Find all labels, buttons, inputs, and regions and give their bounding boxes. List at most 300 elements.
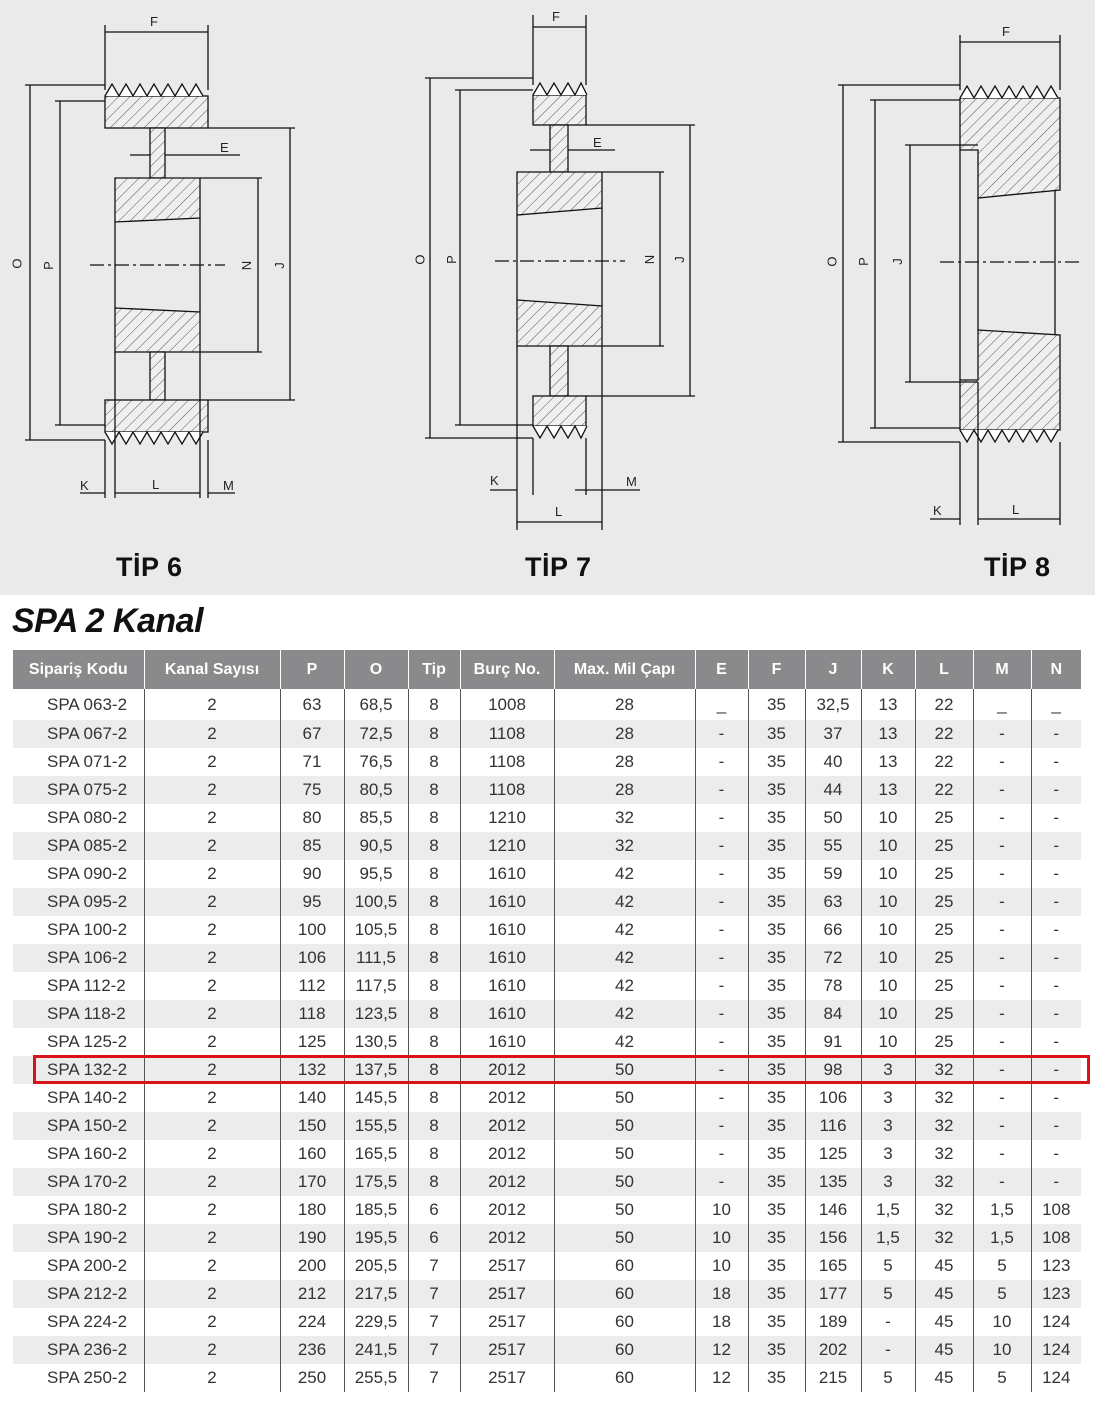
table-cell: 50 xyxy=(805,804,861,832)
table-cell: 3 xyxy=(861,1056,915,1084)
table-cell: - xyxy=(973,1028,1031,1056)
table-cell: - xyxy=(695,1028,748,1056)
table-cell: 10 xyxy=(861,832,915,860)
table-cell: - xyxy=(973,1140,1031,1168)
table-cell: 60 xyxy=(554,1308,695,1336)
table-cell: 45 xyxy=(915,1336,973,1364)
tip8-dim-k: K xyxy=(933,503,942,518)
table-cell: - xyxy=(1031,776,1081,804)
table-cell: 1,5 xyxy=(861,1224,915,1252)
table-cell: 2 xyxy=(144,916,280,944)
table-cell: SPA 132-2 xyxy=(13,1056,144,1084)
table-cell: 200 xyxy=(280,1252,344,1280)
table-cell: 1,5 xyxy=(973,1224,1031,1252)
table-cell: SPA 190-2 xyxy=(13,1224,144,1252)
table-cell: 3 xyxy=(861,1112,915,1140)
table-cell: 5 xyxy=(973,1252,1031,1280)
table-cell: 8 xyxy=(408,916,460,944)
table-cell: 18 xyxy=(695,1280,748,1308)
table-cell: SPA 180-2 xyxy=(13,1196,144,1224)
table-cell: SPA 100-2 xyxy=(13,916,144,944)
table-cell: 156 xyxy=(805,1224,861,1252)
table-cell: 22 xyxy=(915,776,973,804)
table-cell: 1008 xyxy=(460,689,554,720)
table-cell: - xyxy=(695,860,748,888)
tip8-dim-f: F xyxy=(1002,24,1010,39)
table-cell: - xyxy=(1031,1168,1081,1196)
table-cell: 7 xyxy=(408,1280,460,1308)
table-cell: 95 xyxy=(280,888,344,916)
table-cell: 35 xyxy=(748,944,805,972)
table-cell: 8 xyxy=(408,1168,460,1196)
table-cell: 2012 xyxy=(460,1196,554,1224)
table-cell: 22 xyxy=(915,748,973,776)
table-cell: 2 xyxy=(144,860,280,888)
table-cell: 1210 xyxy=(460,804,554,832)
table-cell: 10 xyxy=(861,916,915,944)
table-cell: 35 xyxy=(748,860,805,888)
table-cell: - xyxy=(1031,860,1081,888)
table-cell: 35 xyxy=(748,1336,805,1364)
table-cell: 8 xyxy=(408,1028,460,1056)
table-cell: SPA 071-2 xyxy=(13,748,144,776)
table-cell: SPA 140-2 xyxy=(13,1084,144,1112)
table-row xyxy=(13,972,1081,1000)
table-cell: 241,5 xyxy=(344,1336,408,1364)
table-row xyxy=(13,748,1081,776)
table-cell: 75 xyxy=(280,776,344,804)
table-cell: 2 xyxy=(144,1140,280,1168)
table-cell: 8 xyxy=(408,1084,460,1112)
table-cell: 8 xyxy=(408,1056,460,1084)
table-cell: 8 xyxy=(408,689,460,720)
table-cell: 32 xyxy=(915,1224,973,1252)
table-cell: 3 xyxy=(861,1140,915,1168)
table-cell: 2012 xyxy=(460,1140,554,1168)
table-cell: 165 xyxy=(805,1252,861,1280)
table-cell: 8 xyxy=(408,1000,460,1028)
table-cell: - xyxy=(973,1000,1031,1028)
table-cell: 202 xyxy=(805,1336,861,1364)
table-cell: - xyxy=(695,888,748,916)
table-cell: - xyxy=(695,1112,748,1140)
table-cell: 140 xyxy=(280,1084,344,1112)
table-cell: 2012 xyxy=(460,1168,554,1196)
table-cell: 2012 xyxy=(460,1056,554,1084)
table-cell: 180 xyxy=(280,1196,344,1224)
table-cell: 116 xyxy=(805,1112,861,1140)
table-cell: 150 xyxy=(280,1112,344,1140)
table-cell: - xyxy=(695,1056,748,1084)
table-cell: 8 xyxy=(408,1112,460,1140)
table-cell: 28 xyxy=(554,748,695,776)
table-cell: - xyxy=(1031,888,1081,916)
table-cell: 45 xyxy=(915,1308,973,1336)
tip6-dim-e: E xyxy=(220,140,229,155)
table-cell: 25 xyxy=(915,1028,973,1056)
table-cell: 1,5 xyxy=(861,1196,915,1224)
table-row xyxy=(13,944,1081,972)
table-cell: - xyxy=(1031,1112,1081,1140)
table-cell: 35 xyxy=(748,720,805,748)
table-cell: 76,5 xyxy=(344,748,408,776)
table-cell: - xyxy=(973,860,1031,888)
column-header: K xyxy=(861,650,915,689)
table-cell: SPA 080-2 xyxy=(13,804,144,832)
table-cell: 124 xyxy=(1031,1308,1081,1336)
table-cell: SPA 085-2 xyxy=(13,832,144,860)
table-cell: 10 xyxy=(861,1000,915,1028)
table-row xyxy=(13,1336,1081,1364)
table-cell: 25 xyxy=(915,804,973,832)
table-cell: 229,5 xyxy=(344,1308,408,1336)
table-cell: 13 xyxy=(861,748,915,776)
table-cell: 35 xyxy=(748,1056,805,1084)
table-cell: - xyxy=(973,720,1031,748)
table-cell: - xyxy=(973,776,1031,804)
tip7-dim-p: P xyxy=(443,255,459,264)
table-cell: - xyxy=(973,1084,1031,1112)
table-row xyxy=(13,888,1081,916)
table-header-row xyxy=(13,650,1081,689)
table-cell: 84 xyxy=(805,1000,861,1028)
table-cell: 2517 xyxy=(460,1280,554,1308)
table-cell: 111,5 xyxy=(344,944,408,972)
table-cell: 108 xyxy=(1031,1196,1081,1224)
table-cell: - xyxy=(695,1168,748,1196)
table-cell: 2 xyxy=(144,1224,280,1252)
table-cell: 8 xyxy=(408,720,460,748)
table-cell: 160 xyxy=(280,1140,344,1168)
table-cell: 135 xyxy=(805,1168,861,1196)
table-cell: 170 xyxy=(280,1168,344,1196)
table-cell: - xyxy=(695,1084,748,1112)
tip6-dim-f: F xyxy=(150,14,158,29)
table-cell: SPA 063-2 xyxy=(13,689,144,720)
table-cell: 5 xyxy=(861,1364,915,1392)
table-cell: 35 xyxy=(748,1028,805,1056)
table-cell: 35 xyxy=(748,1280,805,1308)
column-header: E xyxy=(695,650,748,689)
table-cell: - xyxy=(973,972,1031,1000)
table-cell: - xyxy=(1031,832,1081,860)
table-cell: 125 xyxy=(280,1028,344,1056)
table-cell: - xyxy=(1031,1000,1081,1028)
table-cell: 37 xyxy=(805,720,861,748)
table-cell: 8 xyxy=(408,832,460,860)
table-cell: 5 xyxy=(973,1280,1031,1308)
tip8-dim-j: J xyxy=(889,258,905,265)
table-cell: - xyxy=(1031,972,1081,1000)
table-cell: 42 xyxy=(554,1000,695,1028)
tip6-dim-l: L xyxy=(152,477,160,492)
table-cell: 2 xyxy=(144,1084,280,1112)
table-cell: 32 xyxy=(554,832,695,860)
table-row xyxy=(13,689,1081,720)
table-cell: 118 xyxy=(280,1000,344,1028)
table-cell: 2012 xyxy=(460,1084,554,1112)
tip7-dim-o: O xyxy=(412,254,428,265)
table-cell: 145,5 xyxy=(344,1084,408,1112)
table-cell: 25 xyxy=(915,888,973,916)
table-row xyxy=(13,804,1081,832)
table-cell: - xyxy=(1031,1140,1081,1168)
table-cell: 117,5 xyxy=(344,972,408,1000)
table-cell: 2012 xyxy=(460,1112,554,1140)
table-cell: 130,5 xyxy=(344,1028,408,1056)
table-cell: 2 xyxy=(144,1336,280,1364)
table-cell: 78 xyxy=(805,972,861,1000)
table-cell: 10 xyxy=(973,1308,1031,1336)
column-header: Sipariş Kodu xyxy=(13,650,144,689)
table-cell: 10 xyxy=(695,1224,748,1252)
table-cell: 50 xyxy=(554,1112,695,1140)
table-cell: 5 xyxy=(861,1252,915,1280)
table-cell: 1610 xyxy=(460,888,554,916)
spa-2-kanal-table xyxy=(13,650,1081,1392)
tip7-dim-l: L xyxy=(555,504,563,519)
table-cell: 1108 xyxy=(460,776,554,804)
table-cell: - xyxy=(695,832,748,860)
table-cell: 132 xyxy=(280,1056,344,1084)
table-cell: - xyxy=(973,1056,1031,1084)
table-row xyxy=(13,720,1081,748)
table-row xyxy=(13,1280,1081,1308)
table-cell: 45 xyxy=(915,1252,973,1280)
table-cell: - xyxy=(695,1140,748,1168)
table-cell: 60 xyxy=(554,1364,695,1392)
table-cell: 2 xyxy=(144,689,280,720)
table-cell: 2 xyxy=(144,1056,280,1084)
table-cell: 35 xyxy=(748,1364,805,1392)
table-cell: 63 xyxy=(805,888,861,916)
table-cell: SPA 095-2 xyxy=(13,888,144,916)
table-cell: 6 xyxy=(408,1224,460,1252)
table-cell: 63 xyxy=(280,689,344,720)
tip7-dim-n: N xyxy=(642,254,658,265)
table-cell: 35 xyxy=(748,1252,805,1280)
table-cell: 205,5 xyxy=(344,1252,408,1280)
table-cell: 8 xyxy=(408,888,460,916)
column-header: N xyxy=(1031,650,1081,689)
table-cell: 45 xyxy=(915,1364,973,1392)
table-cell: 217,5 xyxy=(344,1280,408,1308)
table-cell: 28 xyxy=(554,689,695,720)
table-row xyxy=(13,1224,1081,1252)
table-cell: 50 xyxy=(554,1224,695,1252)
table-cell: 106 xyxy=(805,1084,861,1112)
table-cell: 32 xyxy=(915,1084,973,1112)
table-cell: 3 xyxy=(861,1084,915,1112)
table-cell: 13 xyxy=(861,720,915,748)
table-cell: - xyxy=(973,804,1031,832)
table-cell: 1610 xyxy=(460,1028,554,1056)
table-cell: 195,5 xyxy=(344,1224,408,1252)
table-cell: - xyxy=(861,1308,915,1336)
table-cell: _ xyxy=(1031,689,1081,720)
table-cell: 7 xyxy=(408,1336,460,1364)
table-body xyxy=(13,689,1081,1392)
tip6-dim-m: M xyxy=(223,478,234,493)
column-header: M xyxy=(973,650,1031,689)
table-cell: 189 xyxy=(805,1308,861,1336)
table-cell: - xyxy=(695,916,748,944)
table-cell: 85 xyxy=(280,832,344,860)
table-cell: 42 xyxy=(554,916,695,944)
column-header: F xyxy=(748,650,805,689)
table-cell: SPA 106-2 xyxy=(13,944,144,972)
table-cell: 125 xyxy=(805,1140,861,1168)
table-cell: 146 xyxy=(805,1196,861,1224)
table-cell: 35 xyxy=(748,888,805,916)
table-cell: 13 xyxy=(861,776,915,804)
table-cell: 32 xyxy=(915,1112,973,1140)
table-cell: 13 xyxy=(861,689,915,720)
table-cell: - xyxy=(973,748,1031,776)
table-cell: 32 xyxy=(554,804,695,832)
table-cell: 35 xyxy=(748,916,805,944)
table-cell: 2 xyxy=(144,776,280,804)
table-cell: 90 xyxy=(280,860,344,888)
table-cell: SPA 224-2 xyxy=(13,1308,144,1336)
table-cell: 32 xyxy=(915,1168,973,1196)
table-cell: 72 xyxy=(805,944,861,972)
table-cell: - xyxy=(695,776,748,804)
table-cell: - xyxy=(1031,944,1081,972)
table-cell: 35 xyxy=(748,972,805,1000)
tip6-dim-p: P xyxy=(40,261,56,270)
table-cell: 25 xyxy=(915,972,973,1000)
table-cell: 100 xyxy=(280,916,344,944)
table-cell: - xyxy=(973,1112,1031,1140)
table-row xyxy=(13,1252,1081,1280)
table-cell: 10 xyxy=(861,1028,915,1056)
table-cell: 2 xyxy=(144,804,280,832)
table-cell: - xyxy=(695,972,748,1000)
tip6-dim-k: K xyxy=(80,478,89,493)
tip6-dim-n: N xyxy=(239,260,255,271)
column-header: Max. Mil Çapı xyxy=(554,650,695,689)
table-cell: 25 xyxy=(915,1000,973,1028)
table-cell: - xyxy=(695,720,748,748)
table-cell: - xyxy=(861,1336,915,1364)
table-cell: 215 xyxy=(805,1364,861,1392)
column-header: J xyxy=(805,650,861,689)
table-cell: 80,5 xyxy=(344,776,408,804)
table-cell: 50 xyxy=(554,1140,695,1168)
table-cell: - xyxy=(695,1000,748,1028)
tip7-dim-k: K xyxy=(490,473,499,488)
tip6-label: TİP 6 xyxy=(116,552,183,582)
table-cell: 32,5 xyxy=(805,689,861,720)
table-cell: - xyxy=(1031,1028,1081,1056)
table-cell: 3 xyxy=(861,1168,915,1196)
table-cell: 8 xyxy=(408,972,460,1000)
table-cell: 2 xyxy=(144,720,280,748)
table-cell: 60 xyxy=(554,1280,695,1308)
table-cell: 35 xyxy=(748,689,805,720)
tip8-label: TİP 8 xyxy=(984,552,1051,582)
table-cell: 190 xyxy=(280,1224,344,1252)
table-cell: 35 xyxy=(748,1112,805,1140)
table-cell: 2 xyxy=(144,1252,280,1280)
table-cell: 2012 xyxy=(460,1224,554,1252)
table-cell: 95,5 xyxy=(344,860,408,888)
table-cell: 25 xyxy=(915,832,973,860)
table-cell: SPA 067-2 xyxy=(13,720,144,748)
table-cell: 8 xyxy=(408,804,460,832)
table-cell: - xyxy=(1031,720,1081,748)
table-cell: SPA 150-2 xyxy=(13,1112,144,1140)
table-cell: 98 xyxy=(805,1056,861,1084)
table-cell: 60 xyxy=(554,1336,695,1364)
table-cell: 124 xyxy=(1031,1364,1081,1392)
table-cell: 255,5 xyxy=(344,1364,408,1392)
table-cell: 7 xyxy=(408,1252,460,1280)
table-cell: 10 xyxy=(973,1336,1031,1364)
column-header: Burç No. xyxy=(460,650,554,689)
table-cell: 42 xyxy=(554,1028,695,1056)
tip8-dim-p: P xyxy=(855,257,871,266)
table-cell: 2 xyxy=(144,888,280,916)
table-cell: 12 xyxy=(695,1364,748,1392)
table-row xyxy=(13,1168,1081,1196)
table-cell: 5 xyxy=(973,1364,1031,1392)
table-cell: 1,5 xyxy=(973,1196,1031,1224)
table-cell: 212 xyxy=(280,1280,344,1308)
table-row xyxy=(13,1112,1081,1140)
table-cell: 2 xyxy=(144,1308,280,1336)
table-cell: - xyxy=(973,832,1031,860)
table-row xyxy=(13,860,1081,888)
table-cell: 2 xyxy=(144,1000,280,1028)
table-cell: 2517 xyxy=(460,1336,554,1364)
table-cell: - xyxy=(973,916,1031,944)
tip7-drawing xyxy=(425,15,695,530)
table-cell: 71 xyxy=(280,748,344,776)
table-cell: 105,5 xyxy=(344,916,408,944)
table-cell: 1610 xyxy=(460,972,554,1000)
table-cell: 28 xyxy=(554,776,695,804)
table-cell: 106 xyxy=(280,944,344,972)
table-cell: 10 xyxy=(861,972,915,1000)
table-cell: 1210 xyxy=(460,832,554,860)
tip6-drawing xyxy=(25,25,295,498)
column-header: P xyxy=(280,650,344,689)
table-cell: 185,5 xyxy=(344,1196,408,1224)
table-cell: 59 xyxy=(805,860,861,888)
table-row xyxy=(13,1196,1081,1224)
table-cell: 72,5 xyxy=(344,720,408,748)
table-cell: 100,5 xyxy=(344,888,408,916)
table-cell: 28 xyxy=(554,720,695,748)
table-cell: 50 xyxy=(554,1168,695,1196)
table-cell: 2 xyxy=(144,1112,280,1140)
table-cell: 1108 xyxy=(460,748,554,776)
table-cell: SPA 118-2 xyxy=(13,1000,144,1028)
table-row xyxy=(13,776,1081,804)
table-cell: 2517 xyxy=(460,1308,554,1336)
table-row xyxy=(13,916,1081,944)
table-cell: 22 xyxy=(915,720,973,748)
table-cell: 5 xyxy=(861,1280,915,1308)
table-cell: - xyxy=(1031,748,1081,776)
table-cell: 35 xyxy=(748,776,805,804)
table-cell: 85,5 xyxy=(344,804,408,832)
table-row xyxy=(13,1084,1081,1112)
table-cell: 112 xyxy=(280,972,344,1000)
table-cell: 90,5 xyxy=(344,832,408,860)
